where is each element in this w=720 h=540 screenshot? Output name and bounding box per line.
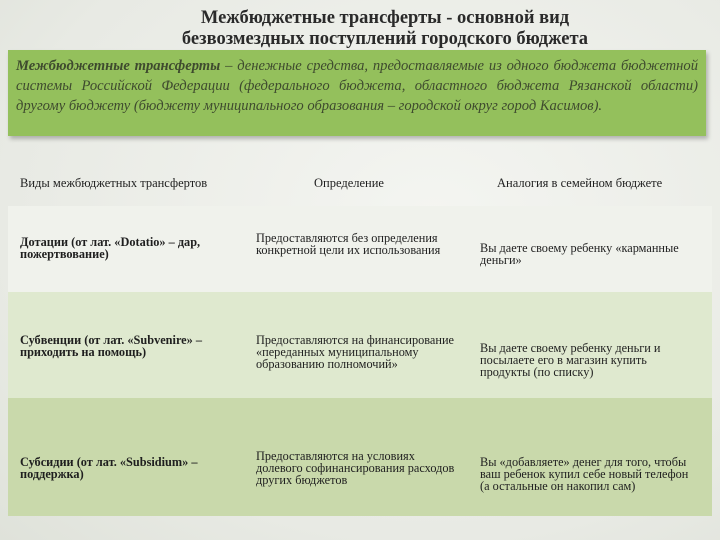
definition-body: – денежные средства, предоставляемые из одного бюджета бюджетной системы Российской Федерации (федерального бюджета, областного бюджета Рязанской области) другому бюджету (бюджету муниципального образования – городской округ город Касимов). [16,58,699,114]
row-analogy: Вы «добавляете» денег для того, чтобы ваш ребенок купил себе новый телефон (а остальные он накопил сам) [480,455,689,493]
header-analogy: Аналогия в семейном бюджете [497,176,663,190]
row-type: Субвенции (от лат. «Subvenire» – приходить на помощь) [20,333,203,359]
row-type: Дотации (от лат. «Dotatio» – дар, пожертвование) [20,235,201,261]
row-definition: Предоставляются на финансирование «переданных муниципальному образованию полномочий» [256,333,454,371]
row-definition: Предоставляются без определения конкретной цели их использования [256,231,441,257]
table-row-subsidies [8,398,712,516]
title-line-2: безвозмездных поступлений городского бюджета [181,29,589,49]
header-definition: Определение [314,176,384,190]
row-analogy: Вы даете своему ребенку «карманные деньги» [480,241,679,267]
definition-text [16,56,698,116]
row-analogy: Вы даете своему ребенку деньги и посылаете его в магазин купить продукты (по списку) [480,341,661,379]
definition-box [8,50,706,136]
row-type: Субсидии (от лат. «Subsidium» – поддержка) [20,455,198,481]
title-line-1: Межбюджетные трансферты - основной вид [200,8,570,28]
table-header-row [8,162,712,206]
table-row-subventions [8,292,712,398]
definition-term: Межбюджетные трансферты [16,58,221,74]
row-definition: Предоставляются на условиях долевого софинансирования расходов других бюджетов [256,449,455,487]
page-title [150,8,620,50]
table-row-dotations [8,206,712,292]
header-types: Виды межбюджетных трансфертов [20,176,208,190]
transfers-table [8,162,712,516]
